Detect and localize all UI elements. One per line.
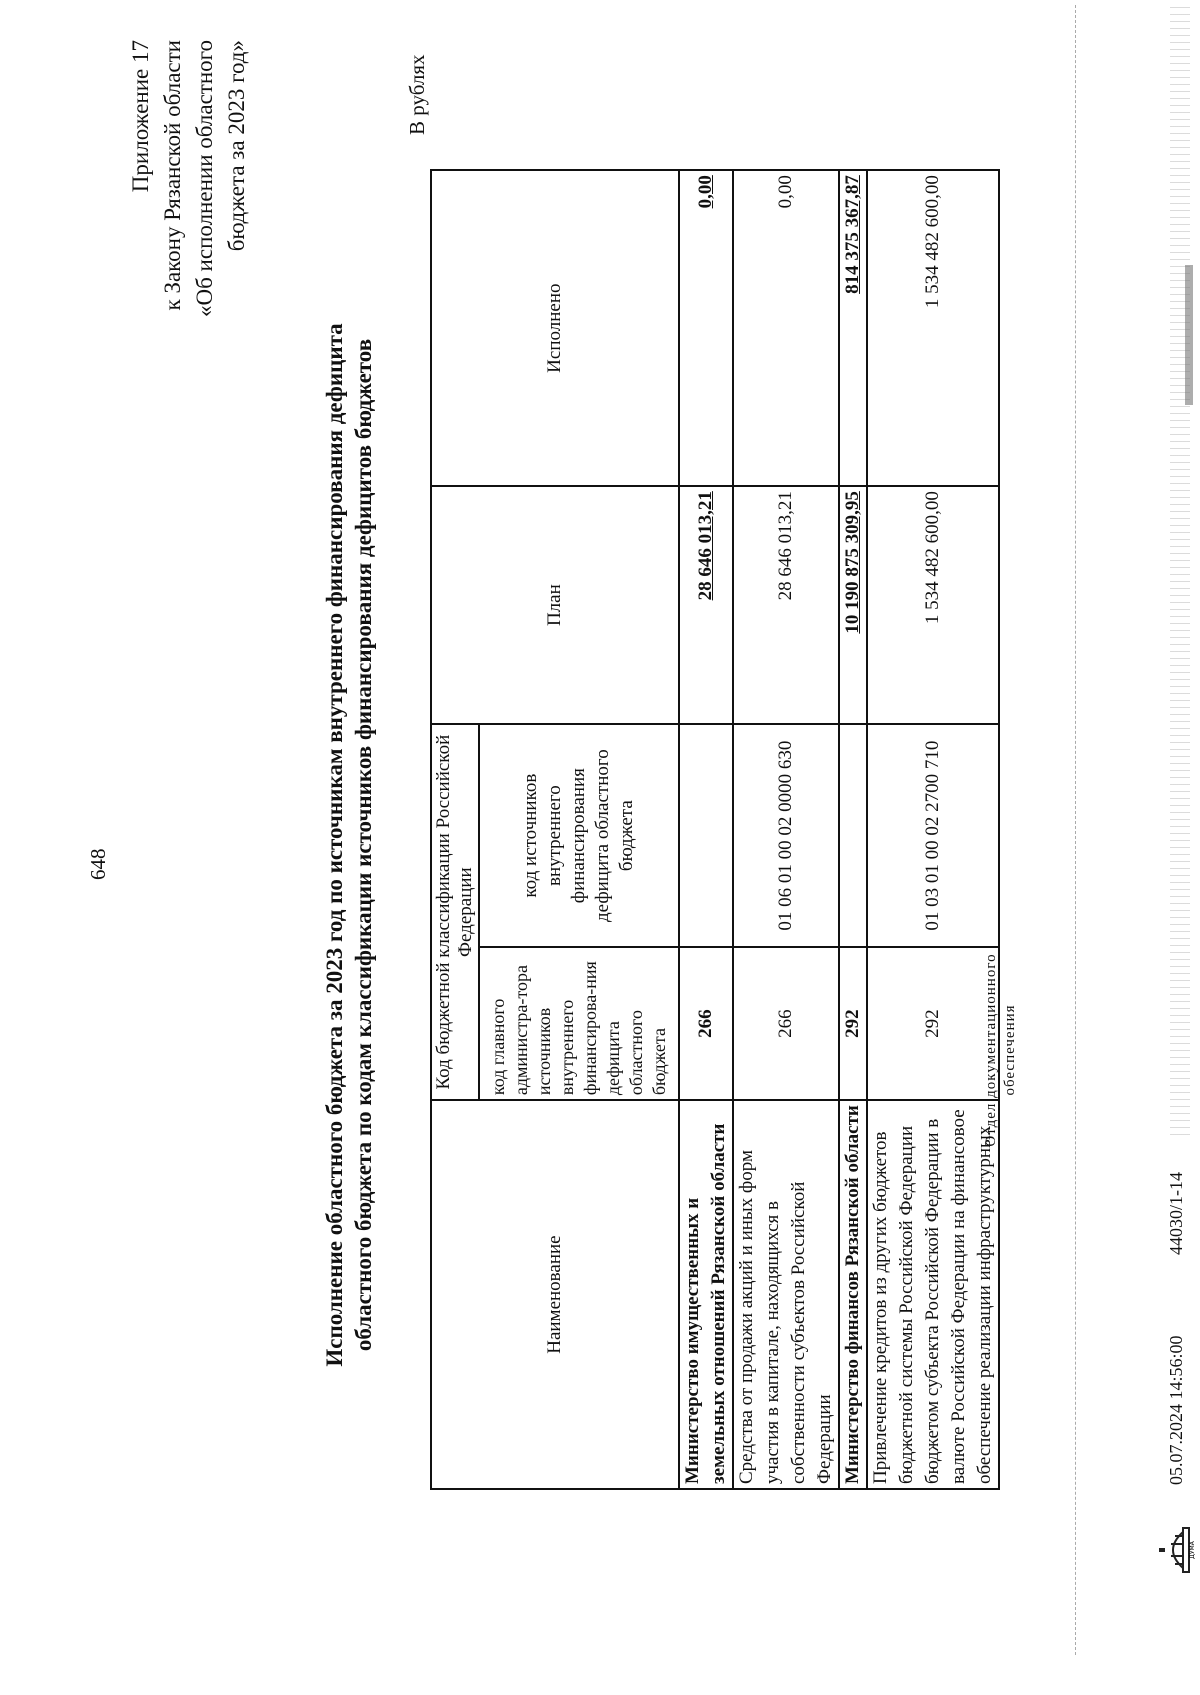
row-source-code: 01 03 01 00 02 2700 710 — [867, 724, 999, 947]
appendix-line-4: бюджета за 2023 год» — [224, 40, 249, 252]
row-executed: 0,00 — [679, 170, 733, 486]
footer-doc-code: 44030/1-14 — [1166, 1172, 1186, 1255]
row-admin-code: 292 — [867, 947, 999, 1100]
table-row — [867, 170, 999, 1489]
row-admin-code: 266 — [733, 947, 839, 1100]
appendix-line-1: Приложение 17 — [128, 40, 153, 193]
budget-table — [430, 169, 1000, 1490]
units-label: В рублях — [405, 54, 429, 135]
row-executed: 814 375 367,87 — [839, 170, 867, 486]
header-executed: Исполнено — [431, 170, 679, 486]
title-line-1: Исполнение областного бюджета за 2023 год по источникам внутреннего финансирования дефицита — [322, 323, 347, 1367]
row-name: Средства от продажи акций и иных форм участия в капитале, находящихся в собственности субъектов Российской Федерации — [733, 1100, 839, 1489]
row-source-code: 01 06 01 00 02 0000 630 — [733, 724, 839, 947]
header-admin-code: код главного администра-тора источников внутреннего финансирова-ния дефицита областного бюджета — [479, 947, 679, 1100]
document-title — [320, 295, 378, 1395]
row-name: Министерство финансов Рязанской области — [839, 1100, 867, 1489]
row-admin-code: 292 — [839, 947, 867, 1100]
table-row — [733, 170, 839, 1489]
table-row — [839, 170, 867, 1489]
row-source-code — [679, 724, 733, 947]
row-executed: 1 534 482 600,00 — [867, 170, 999, 486]
department-stamp: Отдел документационного обеспечения — [983, 953, 1018, 1147]
appendix-line-3: «Об исполнении областного — [192, 40, 217, 317]
footer-datetime: 05.07.2024 14:56:00 — [1166, 1335, 1186, 1485]
header-plan: План — [431, 486, 679, 724]
header-source-code: код источников внутреннего финансирования дефицита областного бюджета — [479, 724, 679, 947]
scan-line — [1075, 5, 1076, 1655]
table-header-row — [431, 170, 479, 1489]
row-admin-code: 266 — [679, 947, 733, 1100]
scan-artifact-bar — [1185, 265, 1193, 405]
scan-noise — [1170, 5, 1190, 1135]
appendix-block — [125, 40, 253, 420]
page-number: 648 — [86, 848, 110, 880]
row-executed: 0,00 — [733, 170, 839, 486]
row-plan: 1 534 482 600,00 — [867, 486, 999, 724]
duma-logo-icon — [1155, 1520, 1195, 1580]
row-plan: 28 646 013,21 — [679, 486, 733, 724]
title-line-2: областного бюджета по кодам классификации источников финансирования дефицитов бюджетов — [351, 338, 376, 1352]
row-source-code — [839, 724, 867, 947]
row-name: Министерство имущественных и земельных отношений Рязанской области — [679, 1100, 733, 1489]
row-name: Привлечение кредитов из других бюджетов бюджетной системы Российской Федерации бюджетом субъекта Российской Федерации в валюте Российской Федерации на финансовое обеспечение реализации инфраструктурных — [867, 1100, 999, 1489]
row-plan: 28 646 013,21 — [733, 486, 839, 724]
header-name: Наименование — [431, 1100, 679, 1489]
header-code-group: Код бюджетной классификации Российской Федерации — [431, 724, 479, 1100]
row-plan: 10 190 875 309,95 — [839, 486, 867, 724]
table-row — [679, 170, 733, 1489]
appendix-line-2: к Закону Рязанской области — [160, 40, 185, 311]
logo-text: ДУМА — [1189, 1541, 1196, 1559]
